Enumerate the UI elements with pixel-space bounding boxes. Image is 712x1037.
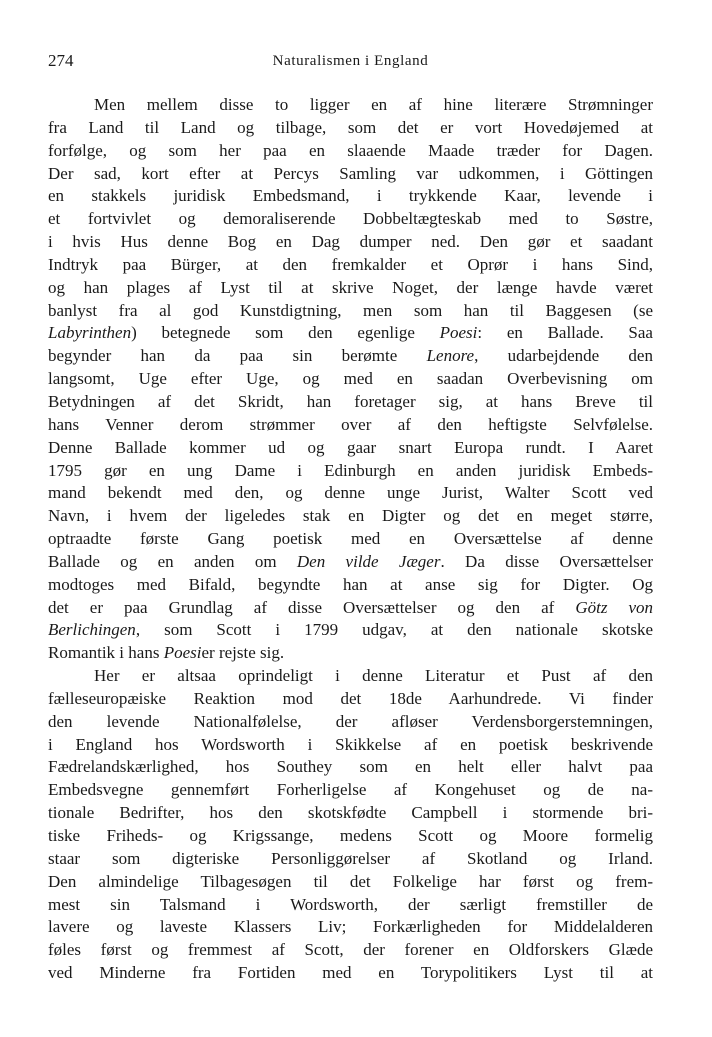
text-line: Berlichingen, som Scott i 1799 udgav, at den nationale skotske	[48, 620, 653, 640]
text-line: 1795 gør en ung Dame i Edinburgh en anden juridisk Embeds-	[48, 460, 653, 480]
text-line: den levende Nationalfølelse, der afløser Verdensborgerstemningen,	[48, 711, 653, 731]
text-line: fælleseuropæiske Reaktion mod det 18de Aarhundrede. Vi finder	[48, 688, 653, 708]
text-line: ved Minderne fra Fortiden med en Torypolitikers Lyst til at	[48, 963, 653, 983]
text-line: Ballade og en anden om Den vilde Jæger. Da disse Oversættelser	[48, 551, 653, 571]
text-line: optraadte første Gang poetisk med en Oversættelse af denne	[48, 529, 653, 549]
text-line: Denne Ballade kommer ud og gaar snart Europa rundt. I Aaret	[48, 437, 653, 457]
text-line: tiske Friheds- og Krigssange, medens Scott og Moore formelig	[48, 826, 653, 845]
text-line: tionale Bedrifter, hos den skotskfødte Campbell i stormende bri-	[48, 803, 653, 823]
text-line: staar som digteriske Personliggørelser af Skotland og Irland.	[48, 848, 653, 868]
text-line: mest sin Talsmand i Wordsworth, der særligt fremstiller de	[48, 894, 653, 914]
text-line: modtoges med Bifald, begyndte han at anse sig for Digter. Og	[48, 574, 653, 594]
text-line: Her er altsaa oprindeligt i denne Literatur et Pust af den	[94, 666, 653, 686]
text-line: Navn, i hvem der ligeledes stak en Digter og det en meget større,	[48, 506, 653, 526]
text-line: i England hos Wordsworth i Skikkelse af en poetisk beskrivende	[48, 734, 653, 754]
text-line: Romantik i hans Poesier rejste sig.	[48, 643, 285, 663]
text-line: forfølge, og som her paa en slaaende Maade træder for Dagen.	[48, 140, 653, 160]
text-line: Labyrinthen) betegnede som den egenlige Poesi: en Ballade. Saa	[48, 323, 653, 343]
text-line: langsomt, Uge efter Uge, og med en saadan Overbevisning om	[48, 369, 653, 389]
text-line: Men mellem disse to ligger en af hine literære Strømninger	[94, 95, 653, 114]
text-line: Indtryk paa Bürger, at den fremkalder et Oprør i hans Sind,	[48, 254, 653, 274]
text-line: fra Land til Land og tilbage, som det er vort Hovedøjemed at	[48, 117, 653, 137]
text-line: og han plages af Lyst til at skrive Noget, der længe havde været	[48, 277, 653, 297]
text-line: Betydningen af det Skridt, han foretager sig, at hans Breve til	[48, 391, 653, 411]
text-line: et fortvivlet og demoraliserende Dobbeltægteskab med to Søstre,	[48, 209, 653, 229]
running-title: Naturalismen i England	[272, 53, 429, 69]
text-line: banlyst fra al god Kunstdigtning, men som han til Baggesen (se	[48, 300, 653, 320]
text-line: lavere og laveste Klassers Liv; Forkærligheden for Middelalderen	[48, 917, 653, 937]
text-line: i hvis Hus denne Bog en Dag dumper ned. Den gør et saadant	[48, 232, 653, 252]
text-line: føles først og fremmest af Scott, der forener en Oldforskers Glæde	[48, 940, 653, 960]
text-line: hans Venner derom strømmer over af den heftigste Selvfølelse.	[48, 414, 653, 434]
text-line: begynder han da paa sin berømte Lenore, udarbejdende den	[48, 346, 653, 366]
body-text	[48, 94, 653, 985]
running-head	[48, 49, 653, 73]
page-number: 274	[48, 51, 74, 70]
text-line: Den almindelige Tilbagesøgen til det Folkelige har først og frem-	[48, 871, 653, 891]
text-line: Der sad, kort efter at Percys Samling var udkommen, i Göttingen	[48, 163, 653, 183]
text-line: det er paa Grundlag af disse Oversættelser og den af Götz von	[48, 597, 653, 617]
text-line: Embedsvegne gennemført Forherligelse af Kongehuset og de na-	[48, 780, 653, 800]
text-line: Fædrelandskærlighed, hos Southey som en helt eller halvt paa	[48, 757, 653, 777]
text-line: en stakkels juridisk Embedsmand, i trykkende Kaar, levende i	[48, 186, 653, 206]
text-line: mand bekendt med den, og denne unge Jurist, Walter Scott ved	[48, 483, 653, 503]
